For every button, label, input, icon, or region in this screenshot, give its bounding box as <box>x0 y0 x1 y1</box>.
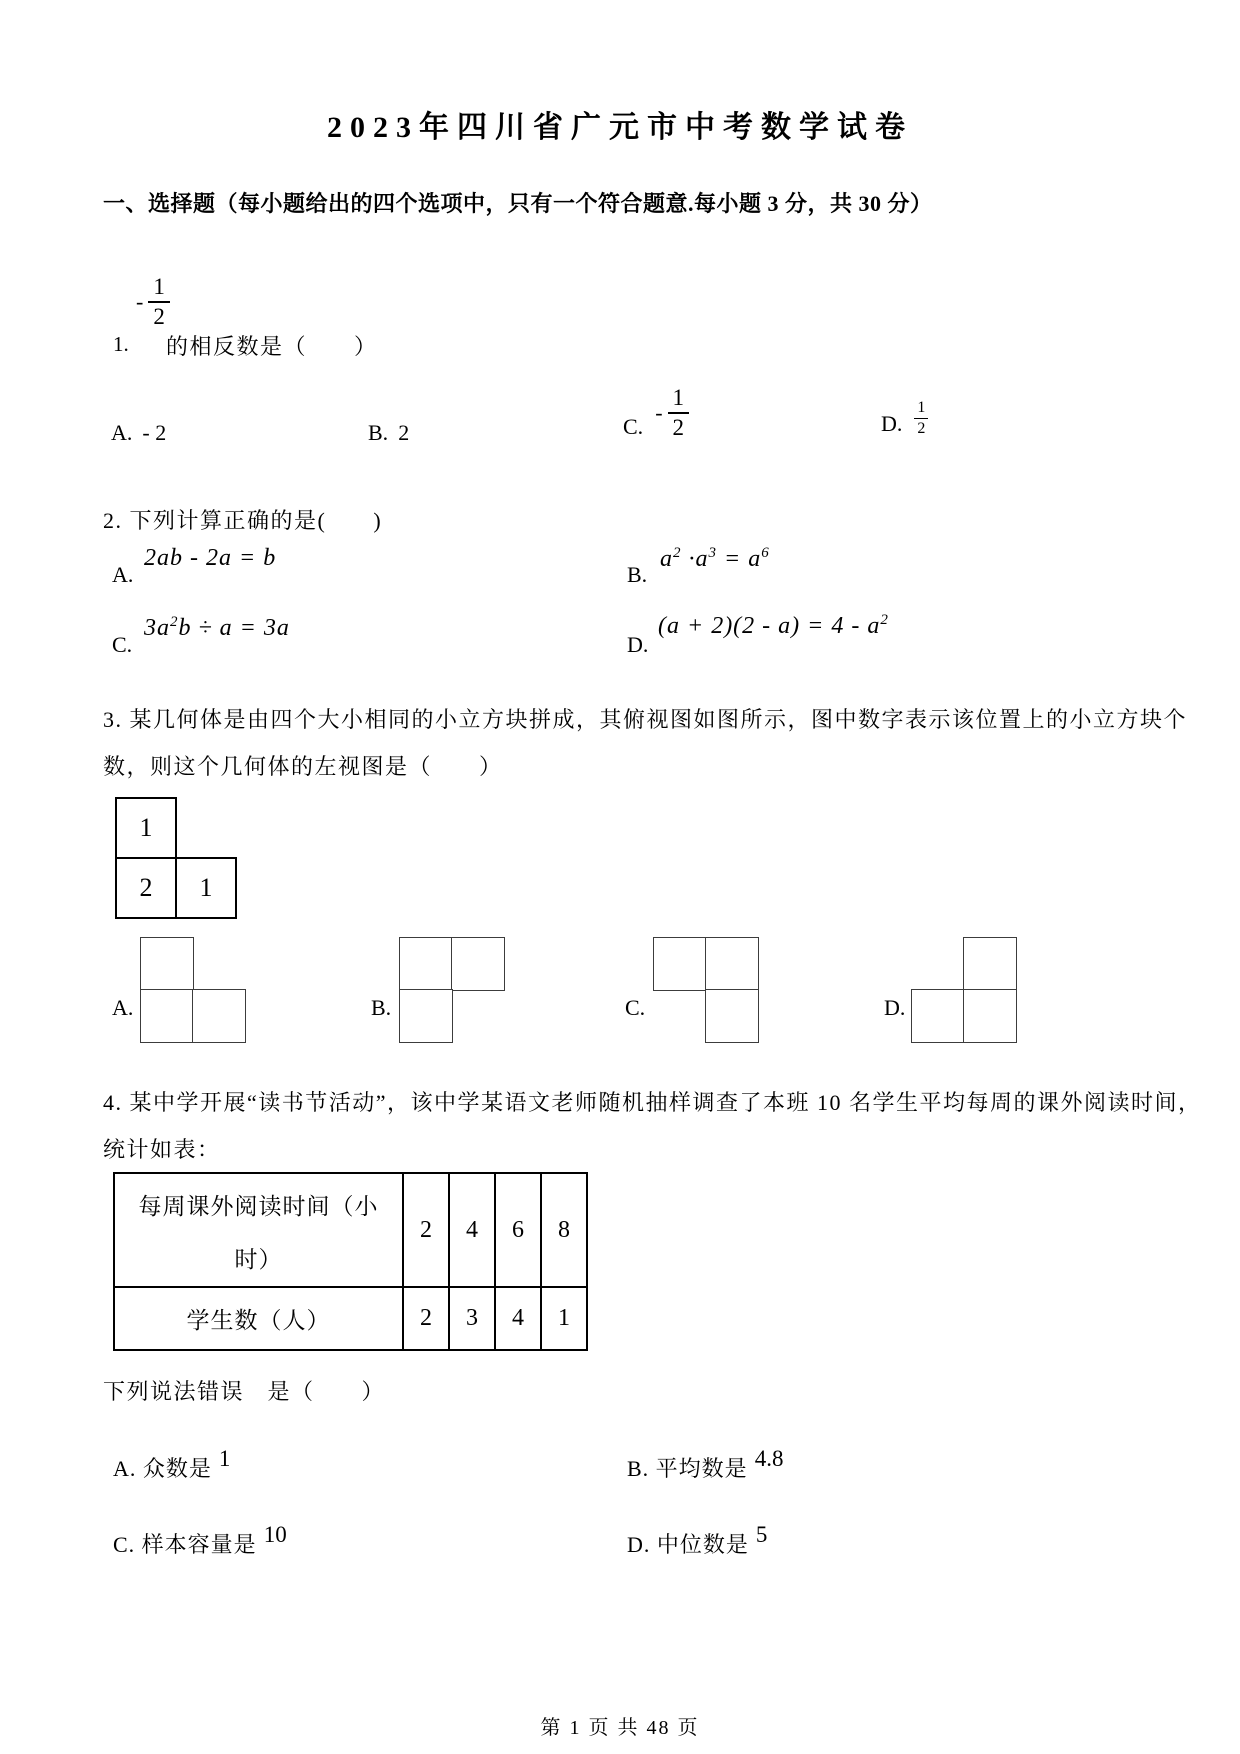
option-label: B. 平均数是 <box>627 1456 748 1481</box>
table-cell: 4 <box>449 1173 495 1287</box>
top-view-cell: 2 <box>115 857 177 919</box>
table-label-line: 每周课外阅读时间（小 <box>138 1194 379 1219</box>
top-view-cell: 1 <box>115 797 177 859</box>
q2-option-a-label: A. <box>112 562 134 587</box>
q3-top-view-diagram <box>115 797 239 921</box>
option-value: 10 <box>263 1522 287 1547</box>
shape-cell-top-right <box>451 937 505 991</box>
q1-option-c <box>623 385 689 441</box>
fraction-group <box>655 385 689 441</box>
formula-part: = a <box>717 546 762 572</box>
table-row <box>114 1173 587 1287</box>
q3-prompt-line1: 3. 某几何体是由四个大小相同的小立方块拼成，其俯视图如图所示，图中数字表示该位置上的小立方块个 <box>103 707 1188 732</box>
q4-option-d <box>627 1522 768 1559</box>
option-value: 2 <box>398 420 410 445</box>
table-cell: 3 <box>449 1287 495 1350</box>
shape-cell-bottom-right <box>963 989 1017 1043</box>
formula-part: a <box>660 546 673 572</box>
q3-option-a-label: A. <box>112 995 134 1020</box>
fraction-numerator: 1 <box>914 399 928 419</box>
q4-statistics-table <box>113 1172 588 1351</box>
option-value: 5 <box>755 1522 768 1547</box>
shape-cell-bottom-right <box>192 989 246 1043</box>
fraction-numerator: 1 <box>148 274 170 303</box>
table-header-cell <box>114 1173 403 1287</box>
option-label: D. 中位数是 <box>627 1532 749 1557</box>
table-cell: 2 <box>403 1173 449 1287</box>
table-label-line: 时） <box>234 1247 283 1272</box>
option-value: 4.8 <box>754 1446 784 1471</box>
q4-option-c <box>113 1522 287 1559</box>
formula-superscript: 2 <box>170 614 179 630</box>
q1-option-b <box>368 420 409 446</box>
fraction-denominator: 2 <box>672 414 685 440</box>
fraction-denominator: 2 <box>153 303 165 329</box>
shape-cell-bottom-right <box>705 989 759 1043</box>
q4-prompt-line2: 统计如表： <box>103 1137 221 1162</box>
q3-option-d-label: D. <box>884 995 906 1020</box>
q3-prompt-line2: 数，则这个几何体的左视图是（ ） <box>103 754 503 779</box>
page-title: 2023年四川省广元市中考数学试卷 <box>327 111 913 144</box>
q2-option-c-formula <box>144 614 290 642</box>
table-cell: 2 <box>403 1287 449 1350</box>
shape-cell-bottom-left <box>911 989 965 1043</box>
shape-cell-bottom-left <box>399 989 453 1043</box>
fraction <box>668 385 690 441</box>
q3-option-b-shape <box>399 937 507 1045</box>
q3-option-c-label: C. <box>625 995 646 1020</box>
table-header-cell: 学生数（人） <box>114 1287 403 1350</box>
formula-superscript: 2 <box>880 612 889 628</box>
table-cell: 6 <box>495 1173 541 1287</box>
q2-option-c-label: C. <box>112 632 133 657</box>
shape-cell-top-right <box>963 937 1017 991</box>
q2-option-b-formula <box>660 545 770 573</box>
q3-option-d-shape <box>911 937 1019 1045</box>
option-label: C. 样本容量是 <box>113 1532 257 1557</box>
q3-option-c-shape <box>653 937 761 1045</box>
table-cell: 1 <box>541 1287 587 1350</box>
shape-cell-top-left <box>653 937 707 991</box>
option-label: D. <box>881 410 903 436</box>
formula-superscript: 2 <box>673 545 682 561</box>
option-label: A. <box>111 420 133 445</box>
fraction-denominator: 2 <box>917 419 926 437</box>
formula-part: ·a <box>681 546 709 572</box>
q1-number: 1. <box>113 332 129 356</box>
q1-lead-fraction <box>136 274 170 330</box>
option-label: B. <box>368 420 389 445</box>
minus-sign: - <box>655 399 663 425</box>
shape-cell-bottom-left <box>140 989 194 1043</box>
formula-superscript: 6 <box>761 545 770 561</box>
option-value: 1 <box>218 1446 231 1471</box>
shape-cell-top-left <box>399 937 453 991</box>
q3-option-a-shape <box>140 937 248 1045</box>
section-heading: 一、选择题（每小题给出的四个选项中，只有一个符合题意.每小题 3 分，共 30 分） <box>103 191 933 216</box>
option-value: - 2 <box>142 420 167 445</box>
option-label: A. 众数是 <box>113 1456 212 1481</box>
table-row <box>114 1287 587 1350</box>
q1-prompt: 的相反数是（ ） <box>166 334 378 359</box>
shape-cell-top-left <box>140 937 194 991</box>
page-footer: 第 1 页 共 48 页 <box>540 1717 700 1739</box>
formula-part: (a + 2)(2 - a) = 4 - a <box>658 613 881 639</box>
q4-option-a <box>113 1446 231 1483</box>
q2-prompt: 2. 下列计算正确的是( ) <box>103 508 383 533</box>
q2-option-a-formula: 2ab - 2a = b <box>144 545 277 571</box>
q4-option-b <box>627 1446 784 1483</box>
q1-option-a <box>111 420 166 446</box>
formula-part: b ÷ a = 3a <box>178 615 290 641</box>
q4-question: 下列说法错误 是（ ） <box>103 1379 386 1404</box>
q3-option-b-label: B. <box>371 995 392 1020</box>
table-cell: 8 <box>541 1173 587 1287</box>
q2-option-b-label: B. <box>627 562 648 587</box>
option-label: C. <box>623 414 644 440</box>
q2-option-d-formula <box>658 612 889 640</box>
shape-cell-top-right <box>705 937 759 991</box>
q1-option-d <box>881 399 928 437</box>
top-view-cell: 1 <box>175 857 237 919</box>
fraction <box>914 399 928 437</box>
minus-sign: - <box>136 288 144 314</box>
formula-superscript: 3 <box>708 545 717 561</box>
q2-option-d-label: D. <box>627 632 649 657</box>
q4-prompt-line1: 4. 某中学开展“读书节活动”，该中学某语文老师随机抽样调查了本班 10 名学生平均每周的课外阅读时间， <box>103 1090 1202 1115</box>
fraction-numerator: 1 <box>668 385 690 414</box>
formula-part: 3a <box>144 615 170 641</box>
fraction <box>148 274 170 330</box>
table-cell: 4 <box>495 1287 541 1350</box>
